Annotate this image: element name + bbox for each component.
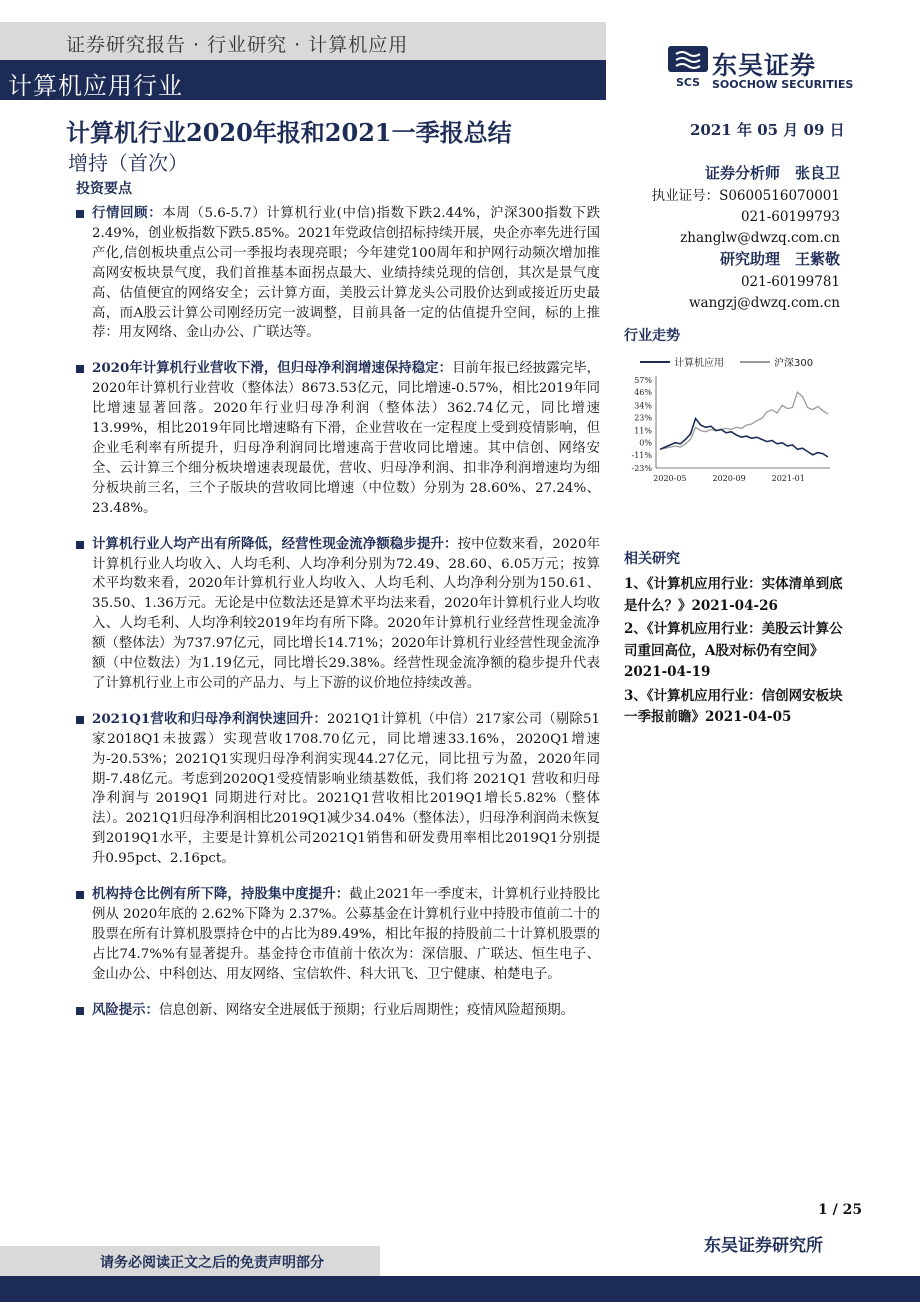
y-tick-label: 57% xyxy=(634,376,652,385)
y-tick-label: 34% xyxy=(634,401,652,411)
disclaimer-text: 请务必阅读正文之后的免责声明部分 xyxy=(100,1255,324,1271)
key-point-text: 截止2021年一季度末，计算机行业持股比例从 2020年底的 2.62%下降为 2.37%。公募基金在计算机行业中持股市值前二十的股票在所有计算机股票持仓中的占比为89.49%，相比年报的持股前二十计算机股票的占比74.7%%有显著提升。基金持仓市值前十依次为：深信服、广联达、恒生电子、金山办公、中科创达、用友网络、宝信软件、科大讯飞、卫宁健康、柏楚电子。 xyxy=(92,887,601,982)
related-research-item[interactable]: 2、《计算机应用行业：美股云计算公司重回高位，A股对标仍有空间》2021-04-19 xyxy=(624,621,843,680)
x-tick-label: 2021-01 xyxy=(771,474,805,483)
y-tick-label: 46% xyxy=(634,388,652,398)
y-tick-label: -23% xyxy=(631,464,652,473)
page-number: 1 / 25 xyxy=(818,1202,863,1218)
analyst-name: 证券分析师 张良卫 xyxy=(704,164,840,182)
related-research-heading: 相关研究 xyxy=(624,551,680,567)
key-point xyxy=(76,535,600,694)
analyst-phone: 021-60199793 xyxy=(740,209,840,225)
square-bullet-icon xyxy=(76,365,84,373)
key-point xyxy=(76,885,600,985)
key-point-lead: 行情回顾： xyxy=(92,205,163,221)
investment-rating: 增持（首次） xyxy=(68,151,188,175)
related-research-list xyxy=(624,574,854,731)
y-tick-label: 11% xyxy=(634,426,652,436)
x-tick-label: 2020-05 xyxy=(653,474,687,483)
footer-bar xyxy=(0,1276,920,1302)
key-point-lead: 机构持仓比例有所下降，持股集中度提升： xyxy=(92,886,350,903)
key-point xyxy=(76,359,600,518)
related-research-item[interactable]: 1、《计算机应用行业：实体清单到底是什么？》2021-04-26 xyxy=(624,576,843,614)
related-research-item[interactable]: 3、《计算机应用行业：信创网安板块一季报前瞻》2021-04-05 xyxy=(624,687,843,725)
y-tick-label: -11% xyxy=(631,450,652,460)
analyst-license: 执业证号：S0600516070001 xyxy=(651,188,840,204)
report-title: 计算机行业2020年报和2021一季报总结 xyxy=(66,118,512,147)
key-point xyxy=(76,710,600,869)
disclaimer-band xyxy=(0,1246,380,1276)
analyst-email[interactable]: zhanglw@dwzq.com.cn xyxy=(680,230,840,246)
assistant-name: 研究助理 王紫敬 xyxy=(719,250,840,268)
key-point-text: 按中位数来看，2020年计算机行业人均收入、人均毛利、人均净利分别为72.49、28.60、6.05万元；按算术平均数来看，2020年计算机行业人均收入、人均毛利、人均净利分别为150.61、35.50、1.36万元。无论是中位数法还是算术平均法来看，2020年计算机行业人均收入、人均毛利、人均净利较2019年均有所下降。2020年计算机行业经营性现金流净额（整体法）为737.97亿元，同比增长14.71%；2020年计算机行业经营性现金流净额（中位数法）为1.19亿元，同比增长29.38%。经营性现金流净额的稳步提升代表了计算机行业上市公司的产品力、与上下游的议价地位持续改善。 xyxy=(92,536,601,691)
y-tick-label: 23% xyxy=(634,413,652,423)
key-point xyxy=(76,204,600,343)
assistant-email[interactable]: wangzj@dwzq.com.cn xyxy=(688,295,840,311)
report-breadcrumb: 证券研究报告 · 行业研究 · 计算机应用 xyxy=(66,34,409,56)
key-point-lead: 2021Q1营收和归母净利润快速回升： xyxy=(92,710,327,727)
square-bullet-icon xyxy=(76,1007,84,1015)
square-bullet-icon xyxy=(76,716,84,724)
x-tick-label: 2020-09 xyxy=(712,474,746,483)
industry-name: 计算机应用行业 xyxy=(8,72,183,100)
key-point-text: 信息创新、网络安全进展低于预期；行业后周期性；疫情风险超预期。 xyxy=(158,1002,575,1018)
risk-warning xyxy=(76,1001,600,1021)
institute-name: 东吴证券研究所 xyxy=(704,1236,823,1256)
industry-bar xyxy=(0,60,606,100)
key-point-lead: 风险提示： xyxy=(92,1001,159,1018)
industry-trend-chart xyxy=(622,348,852,488)
analyst-info xyxy=(640,163,840,314)
report-category-band xyxy=(0,22,606,60)
square-bullet-icon xyxy=(76,210,84,218)
trend-heading: 行业走势 xyxy=(624,328,680,344)
key-points-list xyxy=(76,204,600,1037)
company-logo xyxy=(668,46,868,92)
series-line xyxy=(660,419,828,458)
legend-label: 计算机应用 xyxy=(674,358,724,369)
logo-mark-text: SCS xyxy=(675,76,701,89)
key-point-text: 2021Q1计算机（中信）217家公司（剔除51家2018Q1未披露）实现营收1708.70亿元，同比增速33.16%，2020Q1增速为-20.53%；2021Q1实现归母净利润实现44.27亿元，同比扭亏为盈，2020年同期-7.48亿元。考虑到2020Q1受疫情影响业绩基数低，我们将 2021Q1 营收和归母净利润与 2019Q1 同期进行对比。2021Q1营收相比2019Q1增长5.82%（整体法）。2021Q1归母净利润相比2019Q1减少34.04%（整体法），归母净利润尚未恢复到2019Q1水平，主要是计算机公司2021Q1销售和研发费用率相比2019Q1分别提升0.95pct、2.16pct。 xyxy=(92,711,600,867)
key-point-lead: 2020年计算机行业营收下滑，但归母净利润增速保持稳定： xyxy=(92,360,453,377)
key-point-text: 目前年报已经披露完毕，2020年计算机行业营收（整体法）8673.53亿元，同比增速-0.57%，相比2019年同比增速显著回落。2020年行业归母净利润（整体法）362.74亿元，同比增速13.99%，相比2019年同比增速略有下滑，企业营收在一定程度上受到疫情影响，但企业毛利率有所提升，归母净利润同比增速高于营收同比增速。其中信创、网络安全、云计算三个细分板块增速表现最优，营收、归母净利润、扣非净利润增速均为细分板块前三名，三个子版块的营收同比增速（中位数）分别为 28.60%、27.24%、23.48%。 xyxy=(92,361,600,516)
report-date: 2021 年 05 月 09 日 xyxy=(690,121,845,139)
key-point-text: 本周（5.6-5.7）计算机行业(中信)指数下跌2.44%，沪深300指数下跌2.49%，创业板指数下跌5.85%。2021年党政信创招标持续开展，央企亦率先进行国产化,信创板块重点公司一季报均表现亮眼；今年建党100周年和护网行动频次增加推高网安板块景气度，我们首推基本面拐点最大、业绩持续兑现的信创，其次是景气度高、估值便宜的网络安全；云计算方面，美股云计算龙头公司股价达到或接近历史最高，而A股云计算公司刚经历完一波调整，目前具备一定的估值提升空间，标的上推荐：用友网络、金山办公、广联达等。 xyxy=(92,206,600,341)
assistant-phone: 021-60199781 xyxy=(740,274,840,290)
legend-label: 沪深300 xyxy=(774,358,814,369)
logo-english-name: SOOCHOW SECURITIES xyxy=(712,78,854,91)
soochow-logo-icon xyxy=(668,46,708,90)
y-tick-label: 0% xyxy=(639,438,652,448)
square-bullet-icon xyxy=(76,541,84,549)
series-line xyxy=(660,392,828,449)
key-point-lead: 计算机行业人均产出有所降低，经营性现金流净额稳步提升： xyxy=(92,535,458,552)
logo-chinese-name: 东吴证券 xyxy=(712,51,817,80)
key-points-heading: 投资要点 xyxy=(76,181,132,197)
square-bullet-icon xyxy=(76,891,84,899)
